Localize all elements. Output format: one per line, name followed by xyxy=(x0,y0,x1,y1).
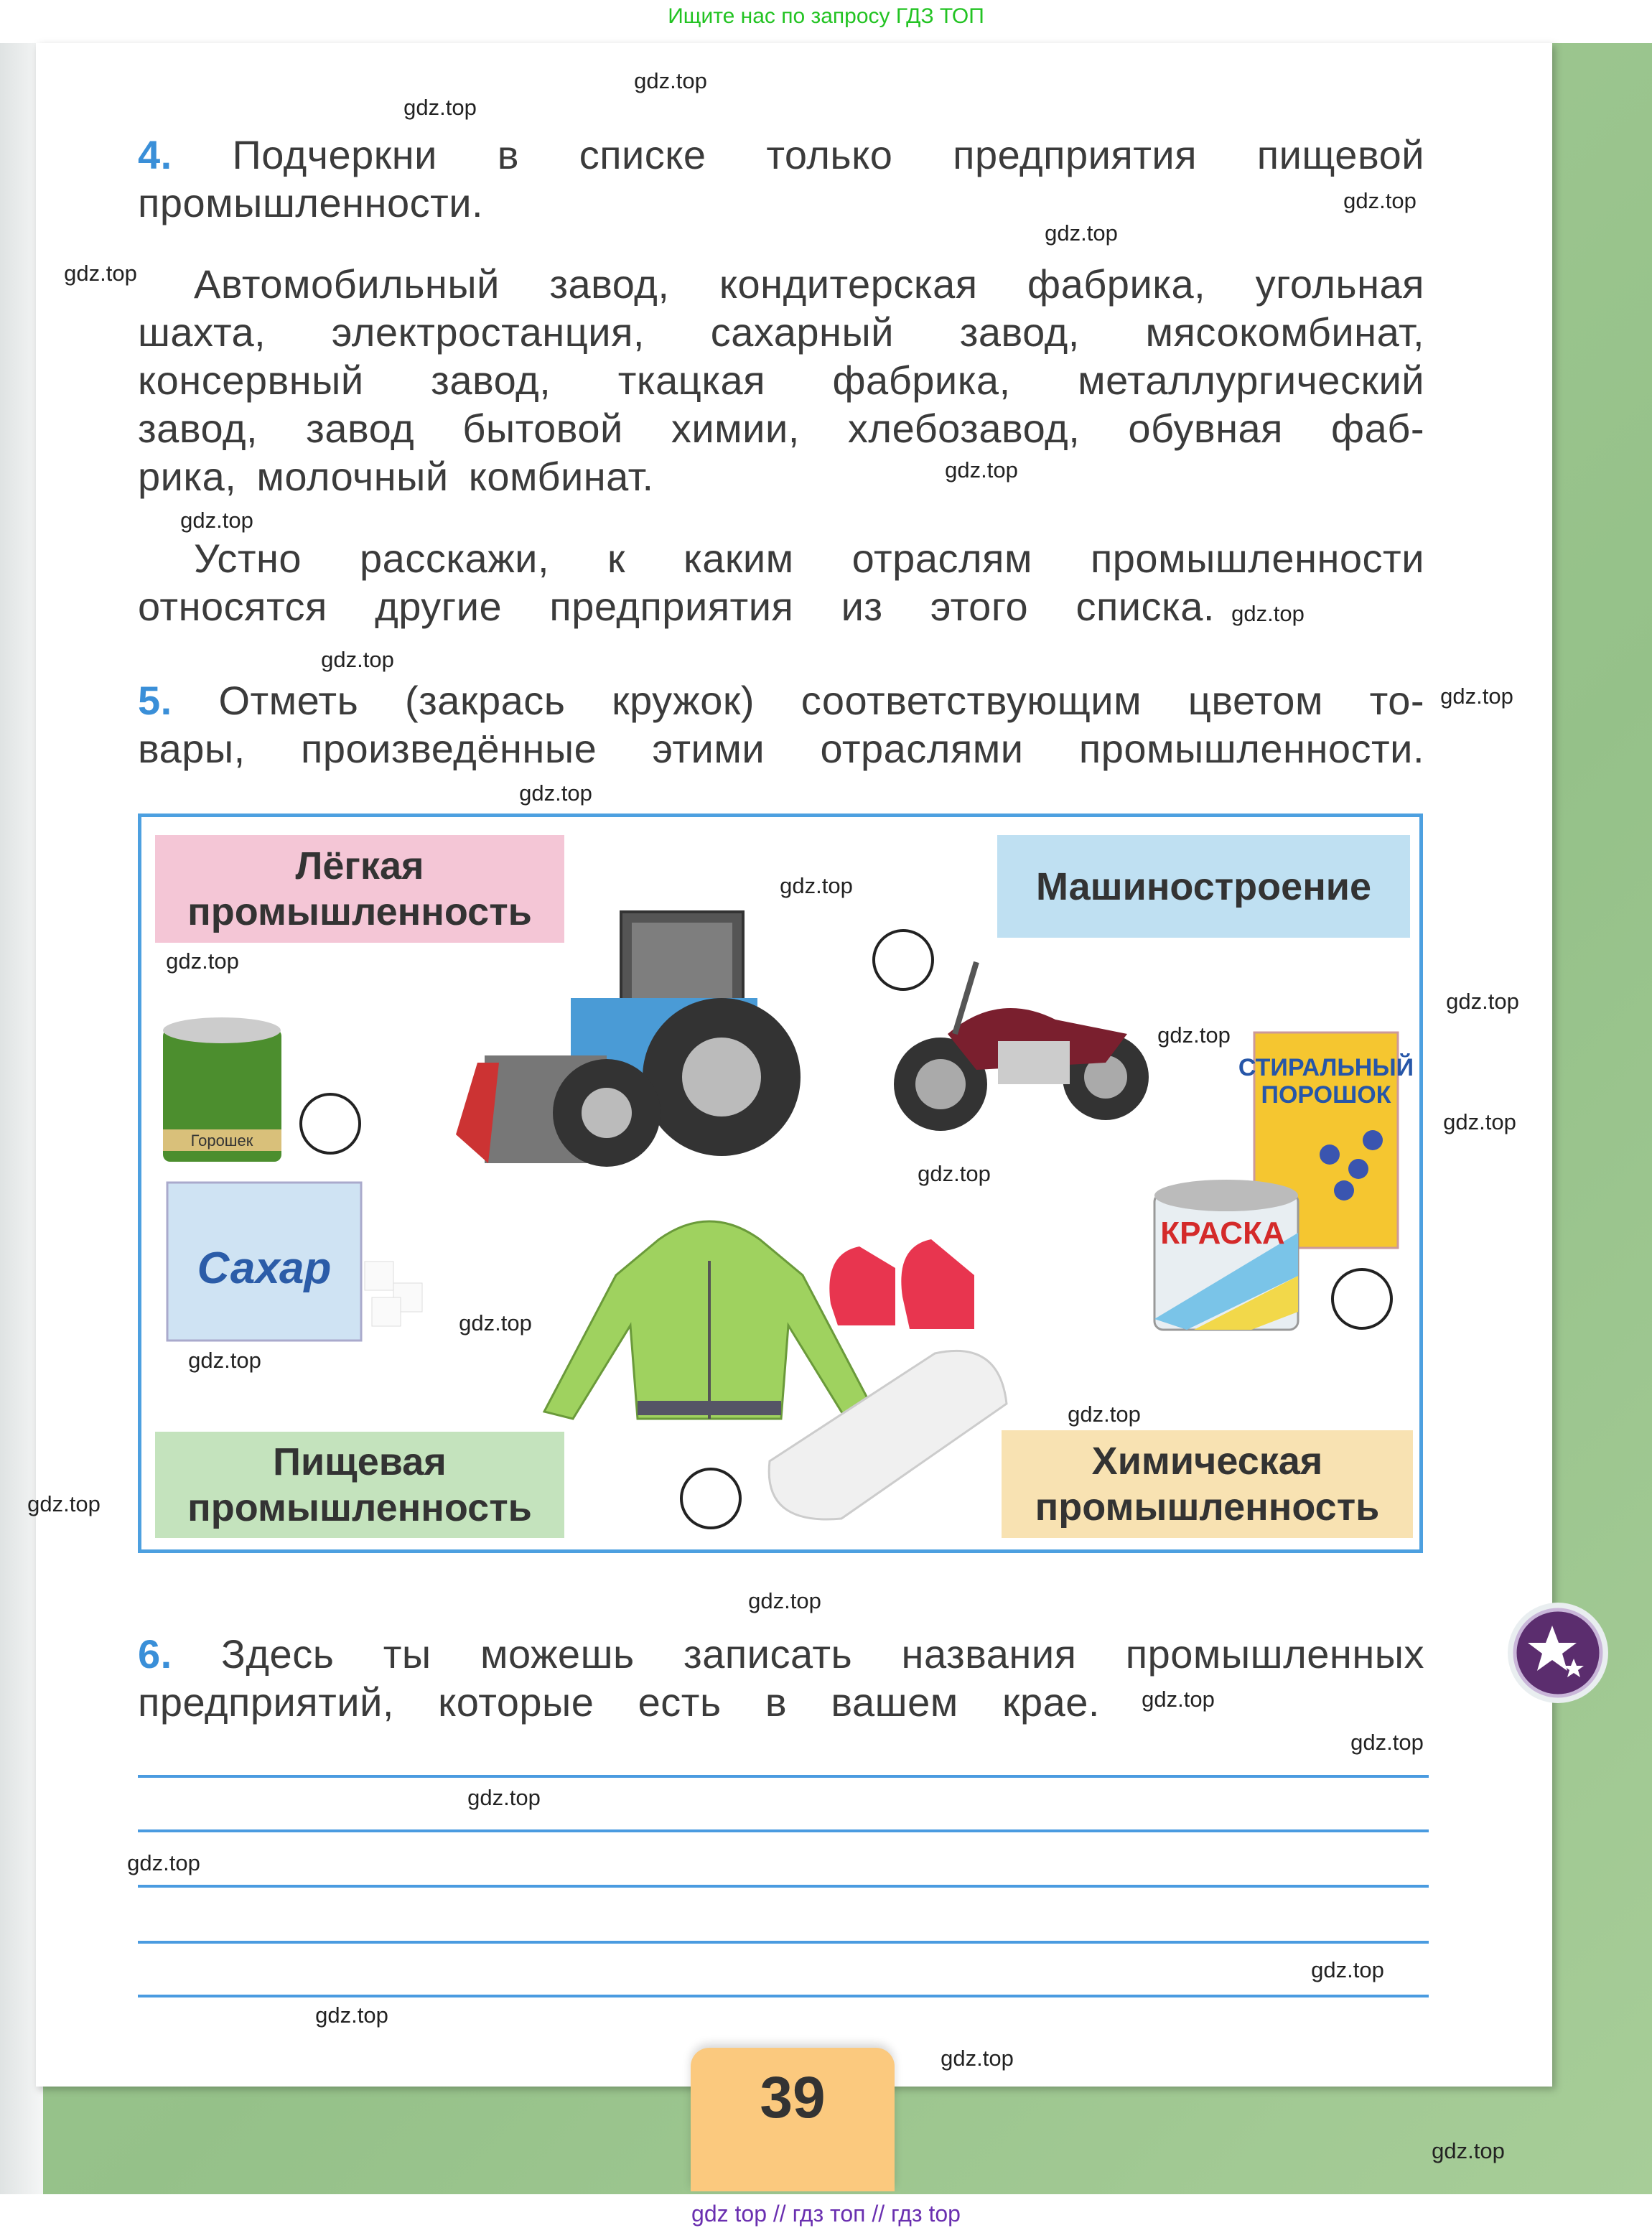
enterprise-list-line: Автомобильный завод, кондитерская фабрика, угольная xyxy=(194,261,1424,307)
watermark: gdz.top xyxy=(941,2046,1014,2071)
task5-line-1: 5. Отметь (закрась кружок) соответствующим цветом то- xyxy=(138,678,1424,723)
task4-line-2: промышленности. xyxy=(138,180,484,225)
watermark: gdz.top xyxy=(188,1348,261,1373)
sugar-image xyxy=(164,1175,427,1346)
label-chemical-industry: Химическая промышленность xyxy=(1002,1430,1413,1538)
footer-links[interactable]: gdz top // гдз топ // гдз top xyxy=(0,2194,1652,2233)
enterprise-list-line: шахта, электростанция, сахарный завод, мясокомбинат, xyxy=(138,309,1424,355)
mark-circle-light-industry[interactable] xyxy=(680,1468,742,1529)
oral-task-line: относятся другие предприятия из этого списка. xyxy=(138,584,1215,629)
peas-can-image xyxy=(159,1015,285,1168)
task6-line-2: предприятий, которые есть в вашем крае. xyxy=(138,1679,1100,1725)
enterprise-list-line: консервный завод, ткацкая фабрика, металлургический xyxy=(138,358,1424,403)
task5-number: 5. xyxy=(138,678,172,723)
watermark: gdz.top xyxy=(1432,2138,1505,2163)
mark-circle-food[interactable] xyxy=(299,1093,361,1155)
watermark: gdz.top xyxy=(1311,1957,1384,1982)
watermark: gdz.top xyxy=(403,95,477,120)
watermark: gdz.top xyxy=(1231,601,1305,626)
watermark: gdz.top xyxy=(166,948,239,974)
shoes-image xyxy=(823,1239,983,1333)
motorcycle-image xyxy=(890,948,1157,1133)
writing-line[interactable] xyxy=(138,1829,1429,1832)
mark-circle-chemical[interactable] xyxy=(1331,1268,1393,1330)
watermark: gdz.top xyxy=(467,1785,541,1810)
writing-line[interactable] xyxy=(138,1775,1429,1778)
watermark: gdz.top xyxy=(27,1491,101,1516)
star-icon xyxy=(1508,1603,1608,1703)
watermark: gdz.top xyxy=(1142,1687,1215,1712)
watermark: gdz.top xyxy=(321,647,394,672)
page-number: 39 xyxy=(691,2048,895,2191)
task6-line-1: 6. Здесь ты можешь записать названия промышленных xyxy=(138,1631,1424,1677)
watermark: gdz.top xyxy=(1440,684,1513,709)
watermark: gdz.top xyxy=(918,1161,991,1186)
writing-line[interactable] xyxy=(138,1885,1429,1888)
powder-label: ПОРОШОК xyxy=(1261,1081,1391,1109)
watermark: gdz.top xyxy=(459,1310,532,1335)
task4-number: 4. xyxy=(138,132,172,177)
watermark: gdz.top xyxy=(180,508,253,533)
watermark: gdz.top xyxy=(945,457,1018,483)
enterprise-list-line: рика, молочный комбинат. xyxy=(138,454,654,499)
mark-circle-machine-building[interactable] xyxy=(872,929,934,991)
watermark: gdz.top xyxy=(64,261,137,286)
label-machine-building: Машиностроение xyxy=(997,835,1410,938)
watermark: gdz.top xyxy=(1045,220,1118,246)
watermark: gdz.top xyxy=(634,68,707,93)
peas-can-label: Горошек xyxy=(190,1132,253,1150)
writing-line[interactable] xyxy=(138,1995,1429,1997)
powder-label: СТИРАЛЬНЫЙ xyxy=(1238,1054,1414,1081)
task4-line-1: 4. Подчеркни в списке только предприятия пищевой xyxy=(138,132,1424,177)
paint-can-image xyxy=(1151,1175,1303,1339)
sugar-label: Сахар xyxy=(197,1244,332,1293)
task5-line-2: вары, произведённые этими отраслями промышленности. xyxy=(138,726,1424,771)
label-light-industry: Лёгкая промышленность xyxy=(155,835,564,943)
enterprise-list-line: завод, завод бытовой химии, хлебозавод, обувная фаб- xyxy=(138,406,1424,451)
watermark: gdz.top xyxy=(519,780,592,806)
watermark: gdz.top xyxy=(1343,188,1417,213)
watermark: gdz.top xyxy=(748,1588,821,1613)
label-food-industry: Пищевая промышленность xyxy=(155,1432,564,1538)
oral-task-line: Устно расскажи, к каким отраслям промышленности xyxy=(194,536,1424,581)
watermark: gdz.top xyxy=(780,873,853,898)
watermark: gdz.top xyxy=(315,2003,388,2028)
watermark: gdz.top xyxy=(1443,1109,1516,1134)
star-badge xyxy=(1508,1603,1608,1703)
writing-line[interactable] xyxy=(138,1941,1429,1944)
watermark: gdz.top xyxy=(127,1850,200,1875)
watermark: gdz.top xyxy=(1068,1402,1141,1427)
search-banner: Ищите нас по запросу ГДЗ ТОП xyxy=(668,4,984,28)
watermark: gdz.top xyxy=(1157,1022,1231,1048)
fabric-roll-image xyxy=(755,1339,1014,1532)
tractor-image xyxy=(449,890,862,1170)
watermark: gdz.top xyxy=(1350,1730,1424,1755)
paint-label: КРАСКА xyxy=(1160,1216,1285,1251)
watermark: gdz.top xyxy=(1446,989,1519,1014)
task6-number: 6. xyxy=(138,1631,172,1677)
